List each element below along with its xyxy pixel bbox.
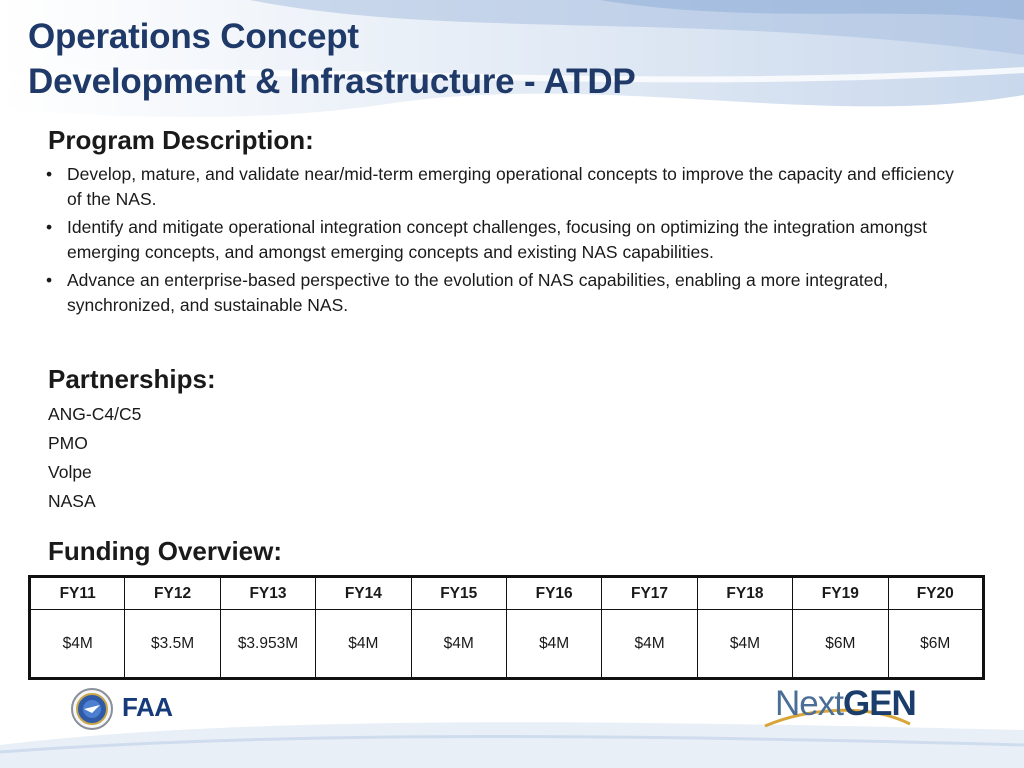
faa-wordmark: FAA — [122, 692, 173, 722]
list-item — [44, 215, 964, 264]
funding-amount-cell: $6M — [793, 610, 888, 679]
fiscal-year-header: FY11 — [30, 577, 125, 610]
fiscal-year-header: FY14 — [316, 577, 411, 610]
nextgen-wordmark-next: Next — [775, 684, 843, 723]
fiscal-year-header: FY13 — [220, 577, 315, 610]
funding-amount-cell: $4M — [602, 610, 697, 679]
program-description-list — [44, 162, 964, 321]
bullet-icon: • — [46, 217, 53, 237]
funding-amount-cell: $4M — [697, 610, 792, 679]
fiscal-year-header: FY17 — [602, 577, 697, 610]
bullet-icon: • — [46, 270, 53, 290]
fiscal-year-header: FY18 — [697, 577, 792, 610]
fiscal-year-header: FY15 — [411, 577, 506, 610]
partner-item: PMO — [48, 433, 88, 453]
bullet-text: Advance an enterprise-based perspective to the evolution of NAS capabilities, enabling a more integrated, synchronized, and sustainable NAS. — [67, 270, 889, 315]
list-item — [44, 162, 964, 211]
funding-amount-cell: $3.953M — [220, 610, 315, 679]
funding-amount-cell: $3.5M — [125, 610, 220, 679]
bullet-text: Identify and mitigate operational integration concept challenges, focusing on optimizing the integration amongst emerging concepts, and amongst emerging concepts and existing NAS capabilities. — [67, 217, 927, 262]
partnerships-list — [48, 400, 141, 516]
partner-item: NASA — [48, 491, 96, 511]
funding-year-row — [30, 577, 984, 610]
list-item — [44, 268, 964, 317]
bullet-text: Develop, mature, and validate near/mid-term emerging operational concepts to improve the capacity and efficiency of the NAS. — [67, 164, 954, 209]
partner-item: Volpe — [48, 462, 92, 482]
title-line-1: Operations Concept — [28, 17, 359, 56]
funding-table — [28, 575, 985, 680]
funding-amount-row — [30, 610, 984, 679]
fiscal-year-header: FY16 — [506, 577, 601, 610]
funding-amount-cell: $4M — [506, 610, 601, 679]
partner-item: ANG-C4/C5 — [48, 404, 142, 424]
funding-amount-cell: $4M — [316, 610, 411, 679]
partnerships-heading: Partnerships: — [48, 364, 216, 394]
nextgen-wordmark-gen: GEN — [842, 684, 916, 723]
funding-overview-heading: Funding Overview: — [48, 536, 283, 566]
fiscal-year-header: FY19 — [793, 577, 888, 610]
funding-amount-cell: $4M — [30, 610, 125, 679]
bullet-icon: • — [46, 164, 53, 184]
title-line-2: Development & Infrastructure - ATDP — [28, 62, 636, 101]
fiscal-year-header: FY20 — [888, 577, 983, 610]
funding-amount-cell: $4M — [411, 610, 506, 679]
slide-title — [28, 14, 636, 104]
nextgen-wordmark — [775, 684, 916, 724]
fiscal-year-header: FY12 — [125, 577, 220, 610]
funding-amount-cell: $6M — [888, 610, 983, 679]
program-description-heading: Program Description: — [48, 125, 314, 155]
